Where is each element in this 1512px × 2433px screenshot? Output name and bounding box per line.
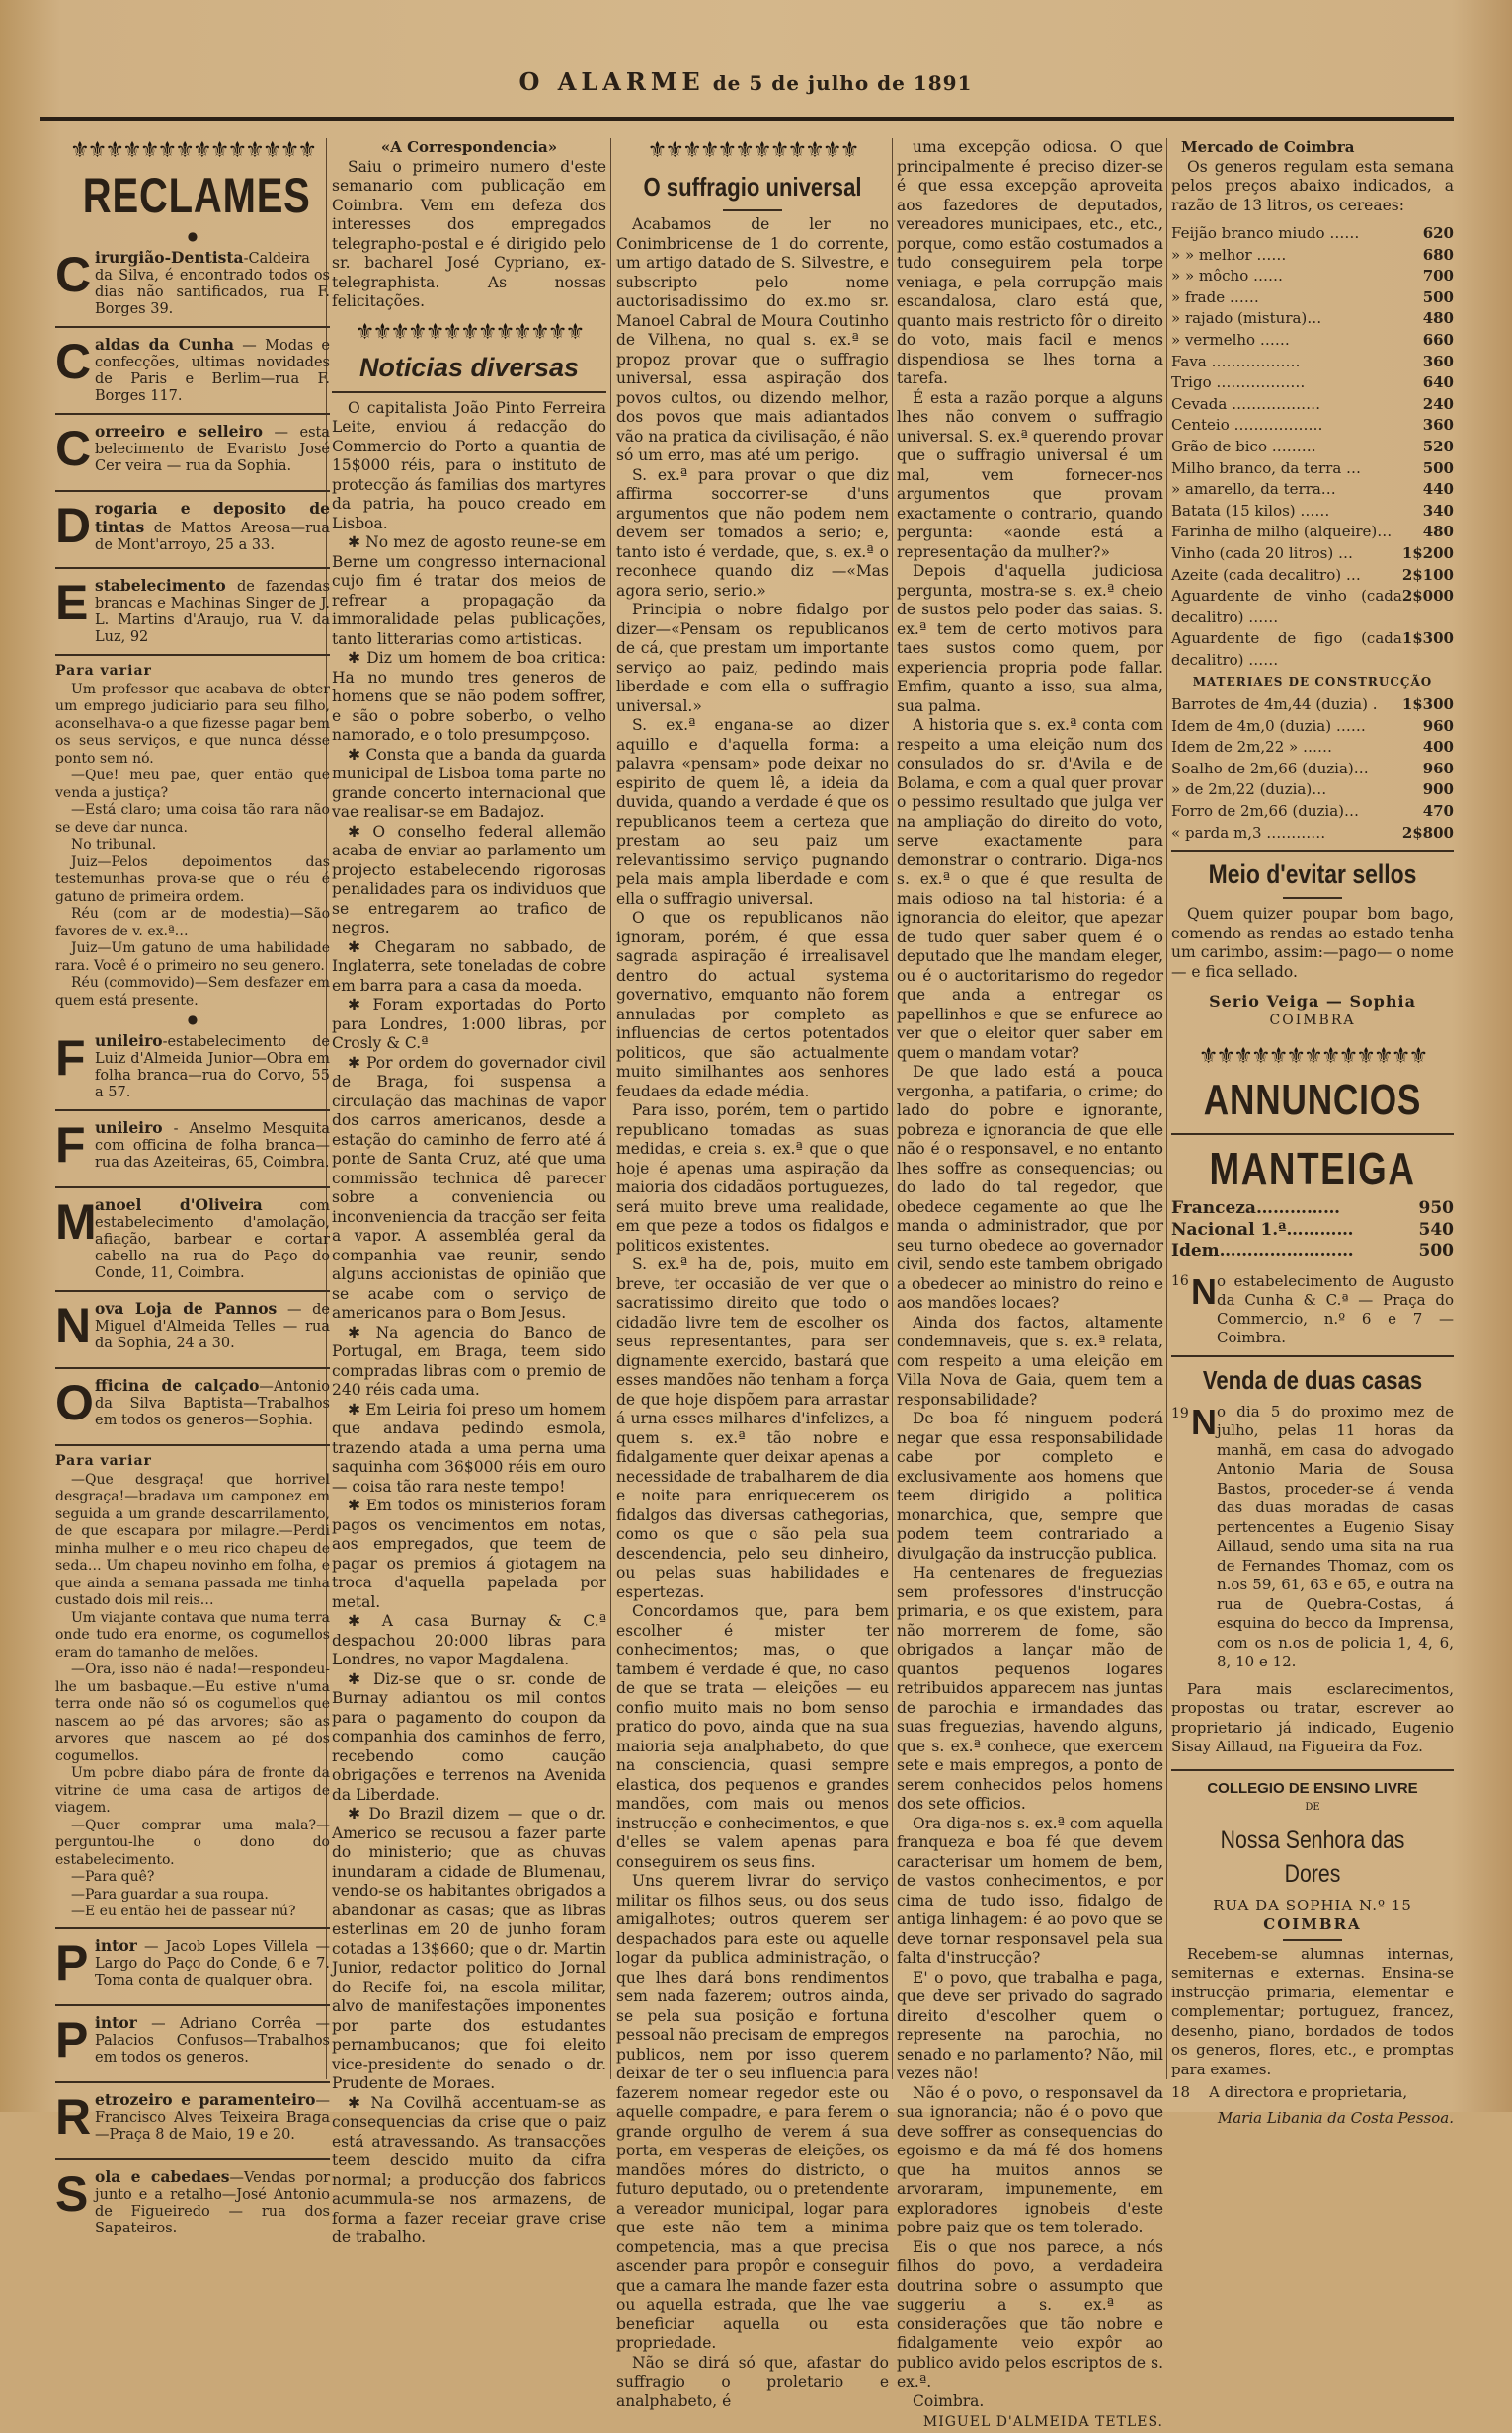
divider xyxy=(55,2081,330,2083)
price-value: 500 xyxy=(1418,1241,1454,1261)
price-value: 1$200 xyxy=(1401,543,1454,562)
ad-text: —Vendas por junto e a retalho—José Antonio de Figueiredo — rua dos Sapateiros. xyxy=(95,2169,331,2236)
news-item: ✱ Diz um homem de boa critica: Ha no mundo tres generos de homens que se não podem soffrer, e são o pobre soberbo, o velho namorado, e o tolo presumpçoso. xyxy=(332,649,606,744)
correspondencia-title: «A Correspondencia» xyxy=(380,138,558,156)
price-item: Idem de 4m,0 (duzia) …… xyxy=(1171,716,1366,735)
joke-line: Um pobre diabo pára de fronte da vitrine de uma casa de artigos de viagem. xyxy=(55,1765,330,1816)
price-item: Azeite (cada decalitro) … xyxy=(1171,565,1361,584)
price-value: 2$000 xyxy=(1401,587,1454,606)
price-value: 660 xyxy=(1422,330,1454,349)
ad-heading: irurgião-Dentista xyxy=(95,248,244,267)
drop-cap: E xyxy=(55,575,89,630)
ad-text: — de Miguel d'Almeida Telles — rua da Sophia, 24 a 30. xyxy=(95,1302,330,1351)
drop-cap: O xyxy=(55,1375,94,1430)
price-item: Fava ……………… xyxy=(1171,352,1301,370)
reclame-ad xyxy=(55,249,330,318)
news-item: ✱ Em Leiria foi preso um homem que andava pedindo esmola, trazendo atada a uma perna uma saquinha com 36$000 réis em ouro — coisa tão rara neste tempo! xyxy=(332,1400,606,1496)
price-row xyxy=(1171,565,1454,587)
article-paragraph: S. ex.ª para provar o que diz affirma soccorrer-se d'uns argumentos que não podem nem devem ser tomados a serio; e, tanto isto é verdade, que, s. ex.ª o reconhece quando diz —«Mas agora serio, serio.» xyxy=(616,465,889,600)
price-item: Nacional 1.ª………… xyxy=(1171,1219,1354,1240)
joke-line: —Para guardar a sua roupa. xyxy=(71,1886,269,1903)
news-item: ✱ No mez de agosto reune-se em Berne um congresso internacional cujo fim é tratar dos meios de refrear a propagação da immoralidade pelas publicações, tanto litterarias como artisticas. xyxy=(332,533,606,648)
price-item: Forro de 2m,66 (duzia)… xyxy=(1171,801,1360,820)
divider xyxy=(1283,1939,1342,1941)
ad-text: - Anselmo Mesquita com officina de folha branca—rua das Azeiteiras, 65, Coimbra. xyxy=(95,1121,330,1171)
price-item: Farinha de milho (alqueire)… xyxy=(1171,523,1393,541)
venda-text-2: Para mais esclarecimentos, propostas ou tratar, escrever ao proprietario já indicado, Eugenio Sisay Aillaud, na Figueira da Foz. xyxy=(1171,1679,1454,1756)
price-item: Feijão branco miudo …… xyxy=(1171,224,1360,242)
price-item: Batata (15 kilos) …… xyxy=(1171,501,1330,520)
news-item: ✱ Em todos os ministerios foram pagos os vencimentos em notas, aos empregados, que teem de pagar os premios á giotagem na troca d'aquella papelada por metal. xyxy=(332,1497,606,1611)
annuncios-title: ANNUNCIOS xyxy=(1203,1076,1422,1125)
price-row xyxy=(1171,716,1454,738)
price-item: » vermelho …… xyxy=(1171,330,1290,349)
ad-heading: rogaria e deposito de tintas xyxy=(95,499,330,536)
price-row xyxy=(1171,1241,1454,1262)
price-value: 360 xyxy=(1422,352,1454,370)
price-row xyxy=(1171,415,1454,437)
mercado-title: Mercado de Coimbra xyxy=(1181,138,1355,156)
header-rule xyxy=(40,117,1454,121)
joke-line: —Ora, isso não é nada!—respondeu-lhe um basbaque.—Eu estive n'uma terra onde não só os cogumellos que nascem ao pé das arvores; são as arvores que nascem ao pé dos cogumellos. xyxy=(55,1662,330,1764)
ad-heading: intor xyxy=(95,1935,137,1955)
article-paragraph: A historia que s. ex.ª conta com respeito a uma eleição num dos consulados do sr. d'Avila e de Bolama, e com a qual quer provar o pessimo resultado que julga ver na ampliação do direito do voto, serve exactamente para demonstrar o contrario. Diga-nos s. ex.ª o que é que resulta de mais odioso na tal historia: é a ignorancia do eleitor, que apezar de tudo quer saber quem é o deputado que lhe mandam eleger, ou é o auctoritarismo do regedor que anda a entregar os papellinhos e que se enfurece ao ver que o eleitor quer saber em quem o mandam votar? xyxy=(897,716,1163,1062)
column-noticias xyxy=(332,138,606,2246)
price-row xyxy=(1171,308,1454,330)
article-paragraph: Não é o povo, o responsavel da sua ignorancia; não é o povo que deve soffrer as consequencias do egoismo e da má fé dos homens que ha muitos annos se arvoraram, impunemente, em exploradores ignobeis d'este pobre paiz que os tem tolerado. xyxy=(897,2083,1163,2236)
reclame-ad xyxy=(55,1196,330,1282)
ad-heading: intor xyxy=(95,2012,137,2032)
ad-heading: unileiro xyxy=(95,1118,163,1137)
price-value: 500 xyxy=(1422,458,1454,477)
divider xyxy=(55,2004,330,2006)
article-paragraph: Principia o nobre fidalgo por dizer—«Pensam os republicanos de cá, que prestam um importante serviço ao paiz, pedindo mais liberdade e com ella o suffragio universal.» xyxy=(616,601,889,715)
collegio-text: Recebem-se alumnas internas, semiternas e externas. Ensina-se instrucção primaria, elementar e complementar; portuguez, francez, desenho, piano, bordados de todos os generos, flores, etc., e promptas para exames. xyxy=(1171,1944,1454,2078)
price-value: 520 xyxy=(1422,437,1454,455)
ad-text: — Jacob Lopes Villela — Largo do Paço do Conde, 6 e 7. Toma conta de qualquer obra. xyxy=(95,1938,330,1988)
article-paragraph: Para isso, porém, tem o partido republicano tomadas as suas medidas, e creia s. ex.ª que o que hoje é apenas uma aspiração da maioria dos cidadãos portuguezes, será muito breve uma realidade, em que peze a todos os fidalgos e politicos existentes. xyxy=(616,1101,889,1255)
price-list xyxy=(1171,694,1454,844)
price-item: » » melhor …… xyxy=(1171,245,1287,264)
column-suffragio xyxy=(616,138,889,2410)
divider xyxy=(55,567,330,569)
manteiga-title: MANTEIGA xyxy=(1209,1143,1416,1195)
ad-text: — esta belecimento de Evaristo José Cer veira — rua da Sophia. xyxy=(95,425,330,474)
collegio-de: DE xyxy=(1305,1802,1320,1814)
divider xyxy=(55,1444,330,1446)
reclame-ad xyxy=(55,577,330,646)
price-item: Aguardente de figo (cada decalitro) …… xyxy=(1171,629,1402,669)
divider xyxy=(55,1109,330,1111)
para-variar-text xyxy=(55,682,330,1011)
divider xyxy=(1171,850,1454,852)
drop-cap: F xyxy=(55,1030,86,1086)
ad-text: com estabelecimento d'amolação, afiação, barbear e cortar cabello na rua do Paço do Conde, 11, Coimbra. xyxy=(95,1198,330,1281)
article-body xyxy=(897,138,1163,2411)
sellos-sign: Serio Veiga — Sophia xyxy=(1209,992,1416,1012)
ad-heading: anoel d'Oliveira xyxy=(95,1195,263,1214)
ad-heading: fficina de calçado xyxy=(95,1376,260,1395)
construcao-title: MATERIAES DE CONSTRUCÇÃO xyxy=(1192,675,1433,689)
drop-cap: P xyxy=(55,2011,89,2068)
price-item: » » môcho …… xyxy=(1171,267,1284,285)
reclame-ad xyxy=(55,336,330,405)
ad-heading: aldas da Cunha xyxy=(95,335,234,354)
drop-cap: C xyxy=(55,334,92,389)
price-row xyxy=(1171,287,1454,309)
news-item: ✱ Na agencia do Banco de Portugal, em Braga, teem sido compradas libras com o premio de 240 réis cada uma. xyxy=(332,1323,606,1399)
joke-line: —Que! meu pae, quer então que venda a justiça? xyxy=(55,768,330,801)
price-item: Franceza…………… xyxy=(1171,1198,1340,1219)
article-paragraph: S. ex.ª ha de, pois, muito em breve, ter occasião de ver que o sacratissimo direito que todo o cidadão livre tem de escolher os seus representantes, para ser dignamente exercido, bastará que esses mandões não tenham a força de que hoje dispõem para arrastar á urna esses milhares d'infelizes, a quem s. ex.ª tão nobre e fidalgamente quer deixar apenas a necessidade de trabalharem de dia e noite para enriquecerem os fidalgos das diversas cathegorias, como os que o são pela sua descendencia, pelo seu dinheiro, ou pelas suas habilidades e espertezas. xyxy=(616,1256,889,1601)
price-item: Cevada ……………… xyxy=(1171,394,1321,413)
joke-line: Réu (com ar de modestia)—São favores de v. ex.ª… xyxy=(55,906,330,939)
drop-cap: D xyxy=(55,498,92,553)
mercado-intro: Os generos regulam esta semana pelos preços abaixo indicados, a razão de 13 litros, os cereaes: xyxy=(1171,157,1454,214)
joke-line: Um viajante contava que numa terra onde tudo era enorme, os cogumellos eram do tamanho de melões. xyxy=(55,1609,330,1661)
price-row xyxy=(1171,330,1454,352)
price-value: 620 xyxy=(1422,224,1454,242)
price-value: 1$300 xyxy=(1401,694,1454,713)
joke-line: Um professor que acabava de obter um emprego judiciario para seu filho, aconselhava-o a que fizesse pagar bem os seus serviços, e que nunca désse ponto sem nó. xyxy=(55,681,330,767)
suffragio-title: O suffragio universal xyxy=(643,172,862,202)
drop-cap: P xyxy=(55,1934,89,1990)
ad-list xyxy=(55,249,330,646)
collegio-city: COIMBRA xyxy=(1263,1915,1362,1934)
reclame-ad xyxy=(55,423,330,482)
price-item: Idem de 2m,22 » …… xyxy=(1171,738,1332,757)
news-item: ✱ Consta que a banda da guarda municipal de Lisboa toma parte no grande concerto internacional que vae realisar-se em Badajoz. xyxy=(332,745,606,821)
joke-line: Réu (commovido)—Sem desfazer em quem está presente. xyxy=(55,975,330,1009)
price-row xyxy=(1171,437,1454,458)
joke-line: No tribunal. xyxy=(71,837,157,852)
news-item: O capitalista João Pinto Ferreira Leite, enviou á redacção do Commercio do Porto a quantia de 15$000 réis, para o instituto de protecção ás familias dos martyres da patria, ha pouco creado em Lisboa. xyxy=(332,398,606,532)
manteiga-ad xyxy=(1171,1272,1454,1347)
price-row xyxy=(1171,543,1454,565)
column-divider xyxy=(1166,138,1167,2079)
ad-heading: stabelecimento xyxy=(95,576,226,595)
collegio-dir-line xyxy=(1171,2083,1454,2103)
drop-cap: C xyxy=(55,421,92,476)
price-item: » de 2m,22 (duzia)… xyxy=(1171,780,1327,799)
price-row xyxy=(1171,394,1454,416)
drop-cap: N xyxy=(1191,1270,1217,1312)
manteiga-prices xyxy=(1171,1198,1454,1262)
ad-number: 19 xyxy=(1171,1405,1189,1421)
price-item: Soalho de 2m,66 (duzia)… xyxy=(1171,759,1369,777)
correspondencia-text: Saiu o primeiro numero d'este semanario com publicação em Coimbra. Vem em defeza dos interesses dos empregados telegrapho-postal e é dirigido pelo sr. bacharel José Cypriano, ex-telegraphista. As nossas felicitações. xyxy=(332,157,606,310)
divider xyxy=(723,209,782,211)
ad-number: 16 xyxy=(1171,1272,1189,1289)
price-item: Aguardente de vinho (cada decalitro) …… xyxy=(1171,587,1402,626)
issue-date: de 5 de julho de 1891 xyxy=(712,71,973,95)
ad-text: — Adriano Corrêa — Palacios Confusos—Trabalhos em todos os generos. xyxy=(95,2015,330,2066)
collegio-rua: RUA DA SOPHIA N.º 15 xyxy=(1213,1896,1412,1914)
ornament-border: ⚜⚜⚜⚜⚜⚜⚜⚜⚜⚜⚜⚜ xyxy=(647,138,858,163)
price-row xyxy=(1171,823,1454,845)
price-item: Barrotes de 4m,44 (duzia) . xyxy=(1171,694,1378,713)
divider-dot: ● xyxy=(187,1013,199,1026)
price-row xyxy=(1171,737,1454,759)
price-item: » frade …… xyxy=(1171,287,1259,306)
article-paragraph: Ora diga-nos s. ex.ª com aquella franqueza e boa fé que devem caracterisar um homem de bem, de vastos conhecimentos, e por cima de tudo isso, fidalgo de antiga linhagem: é ao povo que se deve tornar responsavel pela sua falta d'instrucção? xyxy=(897,1814,1163,1967)
price-row xyxy=(1171,501,1454,523)
price-value: 2$100 xyxy=(1401,565,1454,584)
price-value: 500 xyxy=(1422,287,1454,306)
joke-line: Juiz—Pelos depoimentos das testemunhas prova-se que o réu é gatuno de primeira ordem. xyxy=(55,853,330,905)
paper-name: O ALARME xyxy=(518,67,705,96)
ad-number: 18 xyxy=(1171,2083,1191,2102)
price-row xyxy=(1171,372,1454,394)
section-title-reclames: RECLAMES xyxy=(82,168,311,223)
price-value: 950 xyxy=(1418,1198,1454,1219)
joke-line: —E eu então hei de passear nú? xyxy=(71,1904,296,1919)
divider xyxy=(1171,1133,1454,1135)
divider xyxy=(1283,897,1342,899)
article-paragraph: E' o povo, que trabalha e paga, que deve ser privado do sagrado direito d'escolher quem o represente na parochia, no senado e no parlamento? Não, mil vezes não! xyxy=(897,1968,1163,2082)
price-row xyxy=(1171,694,1454,716)
price-value: 470 xyxy=(1422,801,1454,820)
article-paragraph: O que os republicanos não ignoram, porém, é que essa sagrada aspiração é irrealisavel dentro do actual systema governativo, emquanto não forem annuladas por completo as influencias de certos potentados politicos, que são actualmente muito similhantes aos senhores feudaes da edade média. xyxy=(616,909,889,1100)
drop-cap: S xyxy=(55,2165,89,2222)
collegio-title: Nossa Senhora das Dores xyxy=(1220,1825,1405,1888)
venda-title: Venda de duas casas xyxy=(1202,1364,1423,1395)
reclame-ad xyxy=(55,500,330,559)
reclame-ad xyxy=(55,2165,331,2237)
joke-line: —Quer comprar uma mala?—perguntou-lhe o dono do estabelecimento. xyxy=(55,1817,330,1868)
price-value: 900 xyxy=(1422,780,1454,799)
article-paragraph: De que lado está a pouca vergonha, a patifaria, o crime; do lado do pobre e ignorante, pobreza e ignorancia de que elle não é o responsavel, e no entanto lhes soffre as consequencias; ou do lado do tal regedor, que obedece cegamente ao que lhe manda o administrador, que por seu turno obedece ao governador civil, sendo este tambem obrigado a obedecer ao ministro do reino e aos mandões locaes? xyxy=(897,1063,1163,1312)
price-list xyxy=(1171,223,1454,671)
price-item: Milho branco, da terra … xyxy=(1171,458,1362,477)
news-item: ✱ Por ordem do governador civil de Braga, foi suspensa a circulação das machinas de vapor dos carros americanos, desde a estação do caminho de ferro até á ponte de Santa Cruz, até que uma commissão technica dê parecer sobre a conveniencia ou inconveniencia da tracção ser feita a vapor. A assembléa geral da companhia vae reunir, sendo alguns accionistas de opinião que se acabe com o serviço de americanos para o Bom Jesus. xyxy=(332,1053,606,1322)
reclame-ad xyxy=(55,1300,330,1359)
para-variar-title: Para variar xyxy=(55,1453,152,1469)
divider xyxy=(55,490,330,492)
price-value: 480 xyxy=(1422,309,1454,328)
price-item: » rajado (mistura)… xyxy=(1171,309,1322,328)
ad-text: — Modas e confecções, ultimas novidades de Paris e Berlim—rua F. Borges 117. xyxy=(95,338,330,404)
column-divider xyxy=(610,138,611,2079)
price-value: 960 xyxy=(1422,759,1454,777)
sellos-city: COIMBRA xyxy=(1269,1012,1356,1028)
joke-line: —Que desgraça! que horrivel desgraça!—bradava um camponez em seguida a um grande descarrilamento, de que escapara por milagre.—Perdi minha mulher e o meu rico chapeu de seda… Um chapeu novinho em folha, e que ainda a semana passada me tinha custado dois mil reis… xyxy=(55,1471,330,1608)
ad-text: de Mattos Areosa—rua de Mont'arroyo, 25 a 33. xyxy=(95,521,330,553)
reclame-ad xyxy=(55,1377,330,1436)
column-reclames xyxy=(55,138,331,2236)
article-paragraph: Depois d'aquella judiciosa pergunta, mostra-se s. ex.ª cheio de sustos pelo poder das saias. S. ex.ª tem de certo motivos para taes sustos como quem, por experiencia propria pode fallar. Emfim, quanto a isso, sua alma, sua palma. xyxy=(897,562,1163,715)
divider xyxy=(1171,1355,1454,1357)
price-item: Idem…………………… xyxy=(1171,1241,1354,1261)
article-paragraph: Eis o que nos parece, a nós filhos do povo, a verdadeira doutrina sobre o assumpto que suggeriu a s. ex.ª as considerações que tão nobre e fidalgamente veio expôr ao publico avido pelos escriptos de s. ex.ª. xyxy=(897,2237,1163,2391)
drop-cap: F xyxy=(55,1117,86,1173)
drop-cap: M xyxy=(55,1194,97,1250)
price-row xyxy=(1171,266,1454,287)
price-value: 360 xyxy=(1422,416,1454,435)
column-mercado xyxy=(1171,138,1454,2127)
reclame-ad xyxy=(55,1119,330,1178)
price-item: Centeio ……………… xyxy=(1171,416,1323,435)
price-value: 240 xyxy=(1422,394,1454,413)
reclame-ad xyxy=(55,2011,330,2073)
divider xyxy=(1171,1769,1454,1771)
noticias-list xyxy=(332,399,606,2248)
sellos-text: Quem quizer poupar bom bago, comendo as rendas ao estado tenha um carimbo, assim:—pago— o nome — e fica sellado. xyxy=(1171,905,1454,981)
price-row xyxy=(1171,245,1454,267)
price-value: 680 xyxy=(1422,245,1454,264)
divider xyxy=(55,654,330,656)
article-signature: MIGUEL D'ALMEIDA TETLES. xyxy=(922,2414,1163,2430)
price-value: 540 xyxy=(1418,1219,1454,1240)
news-item: ✱ Na Covilhã accentuam-se as consequencias da crise que o paiz está atravessando. As transacções teem descido muito da cifra normal; a producção dos fabricos acummula-se nos armazens, de forma a fazer receiar grave crise de trabalho. xyxy=(332,2093,606,2246)
price-value: 480 xyxy=(1422,523,1454,541)
divider-dot: ● xyxy=(187,229,199,243)
article-paragraph: Acabamos de ler no Conimbricense de 1 do corrente, um artigo datado de S. Silvestre, e subscripto pelo nome auctorisadissimo do ex.mo sr. Manoel Cabral de Moura Coutinho de Vilhena, no qual s. ex.ª se propoz provar que o suffragio universal, essa aspiração dos povos cultos, ou dizendo melhor, dos povos que mais adiantados vão na pratica da civilisação, é não só um erro, mas até um perigo. xyxy=(616,215,889,464)
price-row xyxy=(1171,759,1454,780)
column-suffragio-cont xyxy=(897,138,1163,2430)
article-paragraph: Ainda dos factos, altamente condemnaveis, que s. ex.ª relata, com respeito a uma eleição em Villa Nova de Gaia, quem tem a responsabilidade? xyxy=(897,1313,1163,1409)
sellos-title: Meio d'evitar sellos xyxy=(1208,859,1417,890)
ad-heading: unileiro xyxy=(95,1031,163,1050)
price-row xyxy=(1171,522,1454,543)
price-item: » amarello, da terra… xyxy=(1171,480,1336,499)
price-value: 400 xyxy=(1422,738,1454,757)
collegio-sign: Maria Libania da Costa Pessoa. xyxy=(1217,2108,1454,2127)
collegio-dir: A directora e proprietaria, xyxy=(1209,2083,1408,2102)
ad-text: de fazendas brancas e Machinas Singer de J. L. Martins d'Araujo, rua V. da Luz, 92 xyxy=(95,579,330,645)
divider xyxy=(55,1927,330,1929)
price-row xyxy=(1171,801,1454,823)
divider xyxy=(55,326,330,328)
price-value: 960 xyxy=(1422,716,1454,735)
ad-heading: etrozeiro e paramenteiro xyxy=(95,2089,316,2109)
ad-heading: ova Loja de Pannos xyxy=(95,1299,278,1318)
ad-text: -Caldeira da Silva, é encontrado todos os dias não santificados, rua F. Borges 39. xyxy=(95,251,330,317)
price-row xyxy=(1171,1220,1454,1242)
price-item: Vinho (cada 20 litros) … xyxy=(1171,543,1353,562)
price-item: Trigo ……………… xyxy=(1171,373,1306,392)
para-variar-text xyxy=(55,1472,330,1921)
ad-heading: orreeiro e selleiro xyxy=(95,422,263,441)
price-item: Grão de bico ……… xyxy=(1171,437,1316,455)
divider xyxy=(55,413,330,415)
news-item: ✱ Diz-se que o sr. conde de Burnay adiantou os mil contos para o pagamento do coupon da companhia dos caminhos de ferro, recebendo como caução obrigações e terrenos na Avenida da Liberdade. xyxy=(332,1669,606,1804)
price-value: 2$800 xyxy=(1401,823,1454,842)
price-value: 700 xyxy=(1422,267,1454,285)
divider xyxy=(332,391,606,393)
article-paragraph: Uns querem livrar do serviço militar os filhos seus, ou dos seus amigalhotes; outros querem ser despachados para este ou aquelle logar da publica administração, o que lhes dará bons rendimentos sem nada fazerem; outros ainda, se pela sua posição e fortuna pessoal não precisam de empregos publicos, nem por isso querem deixar de ter o seu influencia para fazerem nomear regedor este ou aquelle compadre, e para ferem o grande orgulho de verem á sua porta, em vesperas de eleições, os mandões móres do districto, o futuro deputado, ou o pretendente a vereador municipal, logar para que este não tem a minima competencia, mas a que precisa ascender para propôr e conseguir que a camara lhe mande fazer esta ou aquella estrada, que lhe vae beneficiar aquella ou esta propriedade. xyxy=(616,1872,889,2352)
collegio-small: COLLEGIO DE ENSINO LIVRE xyxy=(1207,1779,1418,1797)
ornament-border: ⚜⚜⚜⚜⚜⚜⚜⚜⚜⚜⚜⚜⚜⚜ xyxy=(69,138,316,163)
drop-cap: C xyxy=(55,247,92,302)
ornament-border: ⚜⚜⚜⚜⚜⚜⚜⚜⚜⚜⚜⚜⚜ xyxy=(355,319,584,345)
drop-cap: R xyxy=(55,2088,92,2145)
price-row xyxy=(1171,479,1454,501)
ad-text: o dia 5 do proximo mez de julho, pelas 11 horas da manhã, em casa do advogado Antonio Maria de Sousa Bastos, proceder-se á venda das duas moradas de casas pertencentes a Eugenio Sisay Aillaud, sendo uma sita na rua de Fernandes Thomaz, com os n.os 59, 61, 63 e 65, e outra na rua de Quebra-Costas, á esquina do becco da Imprensa, com os n.os de policia 1, 4, 6, 8, 10 e 12. xyxy=(1217,1402,1454,1671)
news-item: ✱ O conselho federal allemão acaba de enviar ao parlamento um projecto estabelecendo rigorosas penalidades para os individuos que se entregarem ao trafico de negros. xyxy=(332,822,606,936)
ad-text: -estabelecimento de Luiz d'Almeida Junior—Obra em folha branca—rua do Corvo, 55 a 57. xyxy=(95,1034,330,1100)
ad-heading: ola e cabedaes xyxy=(95,2166,230,2186)
price-value: 1$300 xyxy=(1401,629,1454,648)
noticias-title: Noticias diversas xyxy=(358,352,580,382)
article-paragraph: Ha centenares de freguezias sem professores d'instrucção primaria, e os que existem, para não morrerem de fome, são obrigados a lançar mão de quantos pequenos logares retribuidos apparecem nas juntas de parochia e irmandades das suas freguezias, havendo alguns, que s. ex.ª conhece, que exercem sete e mais empregos, a ponto de serem conhecidos pelos homens dos sete officios. xyxy=(897,1564,1163,1813)
article-paragraph: Concordamos que, para bem escolher é mister ter conhecimentos; mas, o que tambem é verdade é que, no caso de que se trata — eleições — eu confio muito mais no bom senso pratico do povo, ainda que na sua maioria seja analphabeto, do que na consciencia, quasi sempre elastica, dos pequenos e grandes mandões, com mais ou menos instrucção e conhecimentos, e que d'elles se valem apenas para conseguirem os seus fins. xyxy=(616,1602,889,1871)
article-paragraph: uma excepção odiosa. O que principalmente é preciso dizer-se é que essa excepção aproveita aos fazedores de deputados, vereadores municipaes, etc., etc., porque, como estão costumados a tudo conseguirem pela torpe veniaga, e pela corrupção mais escandalosa, claro está que, quanto mais restricto fôr o direito do voto, mais facil e menos dispendiosa se lhes torna a tarefa. xyxy=(897,138,1163,387)
news-item: ✱ A casa Burnay & C.ª despachou 20:000 libras para Londres, no vapor Magdalena. xyxy=(332,1612,606,1668)
column-divider xyxy=(892,138,893,2079)
article-paragraph: Coimbra. xyxy=(913,2392,985,2410)
price-row xyxy=(1171,223,1454,245)
price-value: 340 xyxy=(1422,501,1454,520)
ad-list xyxy=(55,1934,331,2237)
ad-text: —Antonio da Silva Baptista—Trabalhos em todos os generos—Sophia. xyxy=(95,1379,330,1428)
price-row xyxy=(1171,352,1454,373)
news-item: ✱ Do Brazil dizem — que o dr. Americo se recusou a fazer parte do ministerio; que as chuvas inundaram a cidade de Blumenau, vendo-se os habitantes obrigados a abandonar as casas; que as libras esterlinas em 20 de junho foram cotadas a 13$660; que o dr. Martin Junior, redactor politico do Jornal do Recife foi, na escola militar, alvo de manifestações imponentes por parte dos estudantes pernambucanos; que foi eleito vice-presidente do senado o dr. Prudente de Moraes. xyxy=(332,1805,606,2092)
price-item: « parda m,3 ………… xyxy=(1171,823,1326,842)
article-paragraph: Não se dirá só que, afastar do suffragio o proletario e analphabeto, é xyxy=(616,2353,889,2410)
masthead xyxy=(40,67,1452,96)
article-body xyxy=(616,215,889,2411)
ad-text: —Francisco Alves Teixeira Braga—Praça 8 de Maio, 19 e 20. xyxy=(95,2092,330,2143)
price-row xyxy=(1171,1198,1454,1220)
news-item: ✱ Foram exportadas do Porto para Londres, 1:000 libras, por Crosly & C.ª xyxy=(332,996,606,1052)
ad-text: o estabelecimento de Augusto da Cunha & C.ª — Praça do Commercio, n.º 6 e 7 — Coimbra. xyxy=(1217,1271,1454,1346)
price-row xyxy=(1171,628,1454,671)
article-paragraph: É esta a razão porque a alguns lhes não convem o suffragio universal. S. ex.ª querendo provar que o suffragio universal é um mal, vem fornecer-nos argumentos que provam exactamente o contrario, quando pergunta: «aonde está a representação da mulher?» xyxy=(897,388,1163,561)
divider xyxy=(55,1186,330,1188)
para-variar-title: Para variar xyxy=(55,663,152,679)
drop-cap: N xyxy=(55,1298,92,1353)
ad-list xyxy=(55,1032,330,1436)
reclame-ad xyxy=(55,2088,330,2150)
drop-cap: N xyxy=(1191,1401,1217,1442)
news-item: ✱ Chegaram no sabbado, de Inglaterra, sete toneladas de cobre em barra para a casa da moeda. xyxy=(332,937,606,995)
reclame-ad xyxy=(55,1934,330,1996)
price-row xyxy=(1171,779,1454,801)
venda-ad xyxy=(1171,1403,1454,1672)
divider xyxy=(55,2158,330,2160)
price-value: 640 xyxy=(1422,373,1454,392)
price-value: 440 xyxy=(1422,480,1454,499)
price-row xyxy=(1171,586,1454,628)
ornament-border: ⚜⚜⚜⚜⚜⚜⚜⚜⚜⚜⚜⚜⚜ xyxy=(1198,1044,1427,1070)
divider xyxy=(55,1290,330,1292)
joke-line: Juiz—Um gatuno de uma habilidade rara. Você é o primeiro no seu genero. xyxy=(55,940,330,974)
divider xyxy=(55,1367,330,1369)
joke-line: —Para quê? xyxy=(71,1869,155,1885)
joke-line: —Está claro; uma coisa tão rara não se deve dar nunca. xyxy=(55,802,330,836)
article-paragraph: S. ex.ª engana-se ao dizer aquillo e d'aquella forma: a palavra «pensam» pode deixar no espirito de quem lê, a ideia da duvida, quando a verdade é que os republicanos teem a certeza que prestam ao seu paiz um relevantissimo serviço pugnando pela mais ampla liberdade e com ella o suffragio universal. xyxy=(616,716,889,908)
reclame-ad xyxy=(55,1032,330,1101)
price-row xyxy=(1171,458,1454,480)
article-paragraph: De boa fé ninguem poderá negar que essa responsabilidade cabe por completo e exclusivamente aos homens que teem dirigido a politica monarchica, que, sempre que podem teem contrariado a divulgação da instrucção publica. xyxy=(897,1410,1163,1563)
